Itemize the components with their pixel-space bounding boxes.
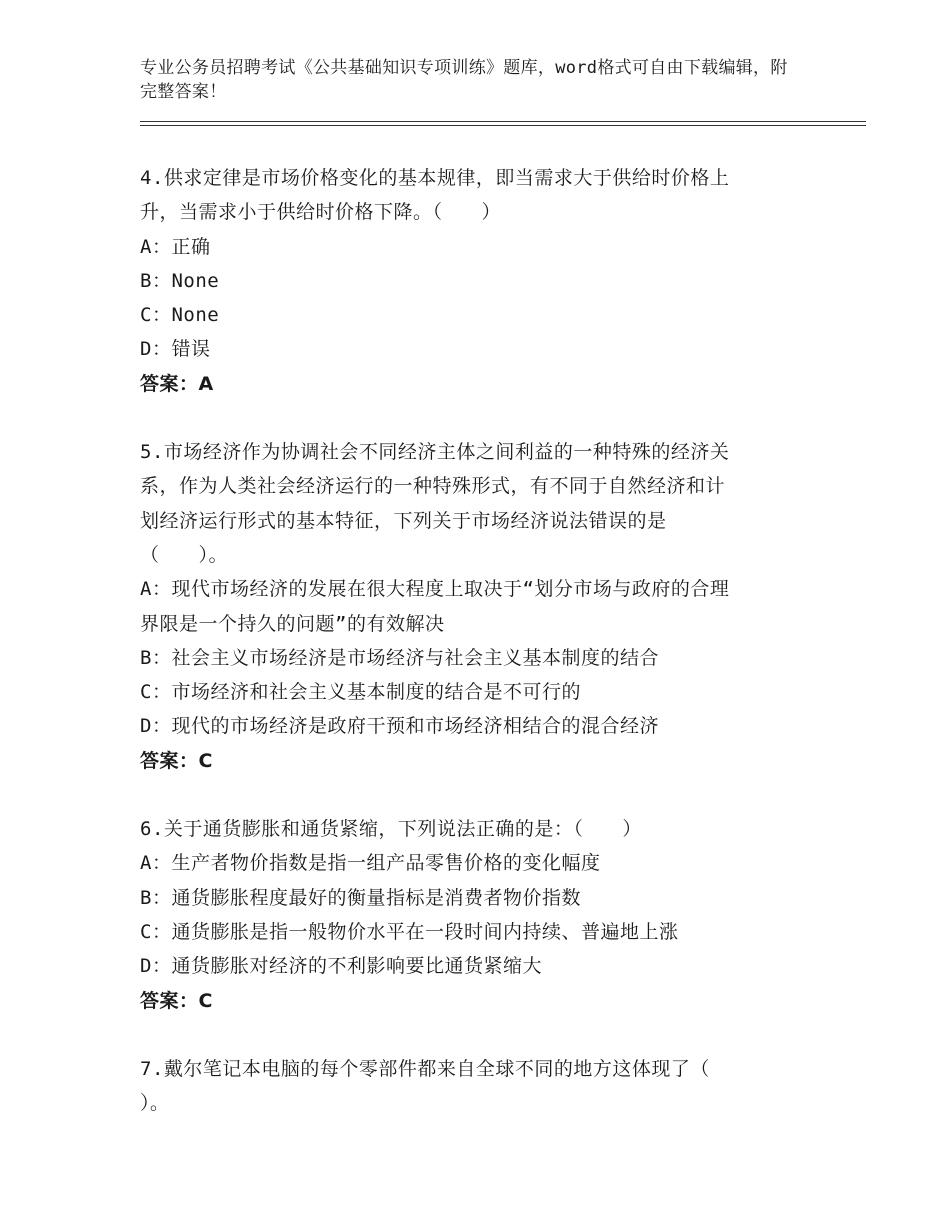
question-list	[140, 161, 820, 1120]
question-stem-line: ）。	[140, 1092, 170, 1115]
question-5	[140, 435, 820, 778]
option-d: D：通货膨胀对经济的不利影响要比通货紧缩大	[140, 955, 542, 978]
answer-label: 答案：C	[140, 749, 213, 772]
option-a: A：正确	[140, 235, 211, 258]
question-stem-line: 5.市场经济作为协调社会不同经济主体之间利益的一种特殊的经济关	[140, 441, 730, 464]
question-4	[140, 161, 820, 401]
option-c: C：市场经济和社会主义基本制度的结合是不可行的	[140, 681, 581, 704]
question-stem-line: 4.供求定律是市场价格变化的基本规律，即当需求大于供给时价格上	[140, 167, 730, 189]
option-a-continued: 界限是一个持久的问题”的有效解决	[140, 612, 445, 635]
option-c: C：None	[140, 304, 220, 327]
question-6	[140, 812, 820, 1018]
header-text: 专业公务员招聘考试《公共基础知识专项训练》题库，word格式可自由下载编辑，附完整答案！	[140, 58, 788, 102]
header-divider-top	[140, 121, 866, 122]
answer-label: 答案：C	[140, 989, 213, 1012]
question-stem-line: （ ）。	[140, 543, 229, 566]
option-d: D：现代的市场经济是政府干预和市场经济相结合的混合经济	[140, 715, 659, 738]
question-stem-line: 升，当需求小于供给时价格下降。（ ）	[140, 201, 502, 224]
option-b: B：None	[140, 269, 220, 292]
question-7	[140, 1052, 820, 1121]
question-stem-line: 7.戴尔笔记本电脑的每个零部件都来自全球不同的地方这体现了（	[140, 1057, 710, 1080]
answer-label: 答案：A	[140, 372, 214, 395]
option-a: A：现代市场经济的发展在很大程度上取决于“划分市场与政府的合理	[140, 578, 730, 601]
question-stem-line: 6.关于通货膨胀和通货紧缩，下列说法正确的是：（ ）	[140, 818, 642, 841]
option-d: D：错误	[140, 338, 211, 361]
page-header	[140, 56, 790, 104]
option-b: B：社会主义市场经济是市场经济与社会主义基本制度的结合	[140, 646, 659, 669]
option-b: B：通货膨胀程度最好的衡量指标是消费者物价指数	[140, 886, 581, 909]
option-c: C：通货膨胀是指一般物价水平在一段时间内持续、普遍地上涨	[140, 920, 679, 943]
header-divider-bottom	[140, 125, 866, 126]
question-stem-line: 系，作为人类社会经济运行的一种特殊形式，有不同于自然经济和计	[140, 475, 726, 498]
question-stem-line: 划经济运行形式的基本特征，下列关于市场经济说法错误的是	[140, 509, 667, 532]
option-a: A：生产者物价指数是指一组产品零售价格的变化幅度	[140, 852, 601, 875]
